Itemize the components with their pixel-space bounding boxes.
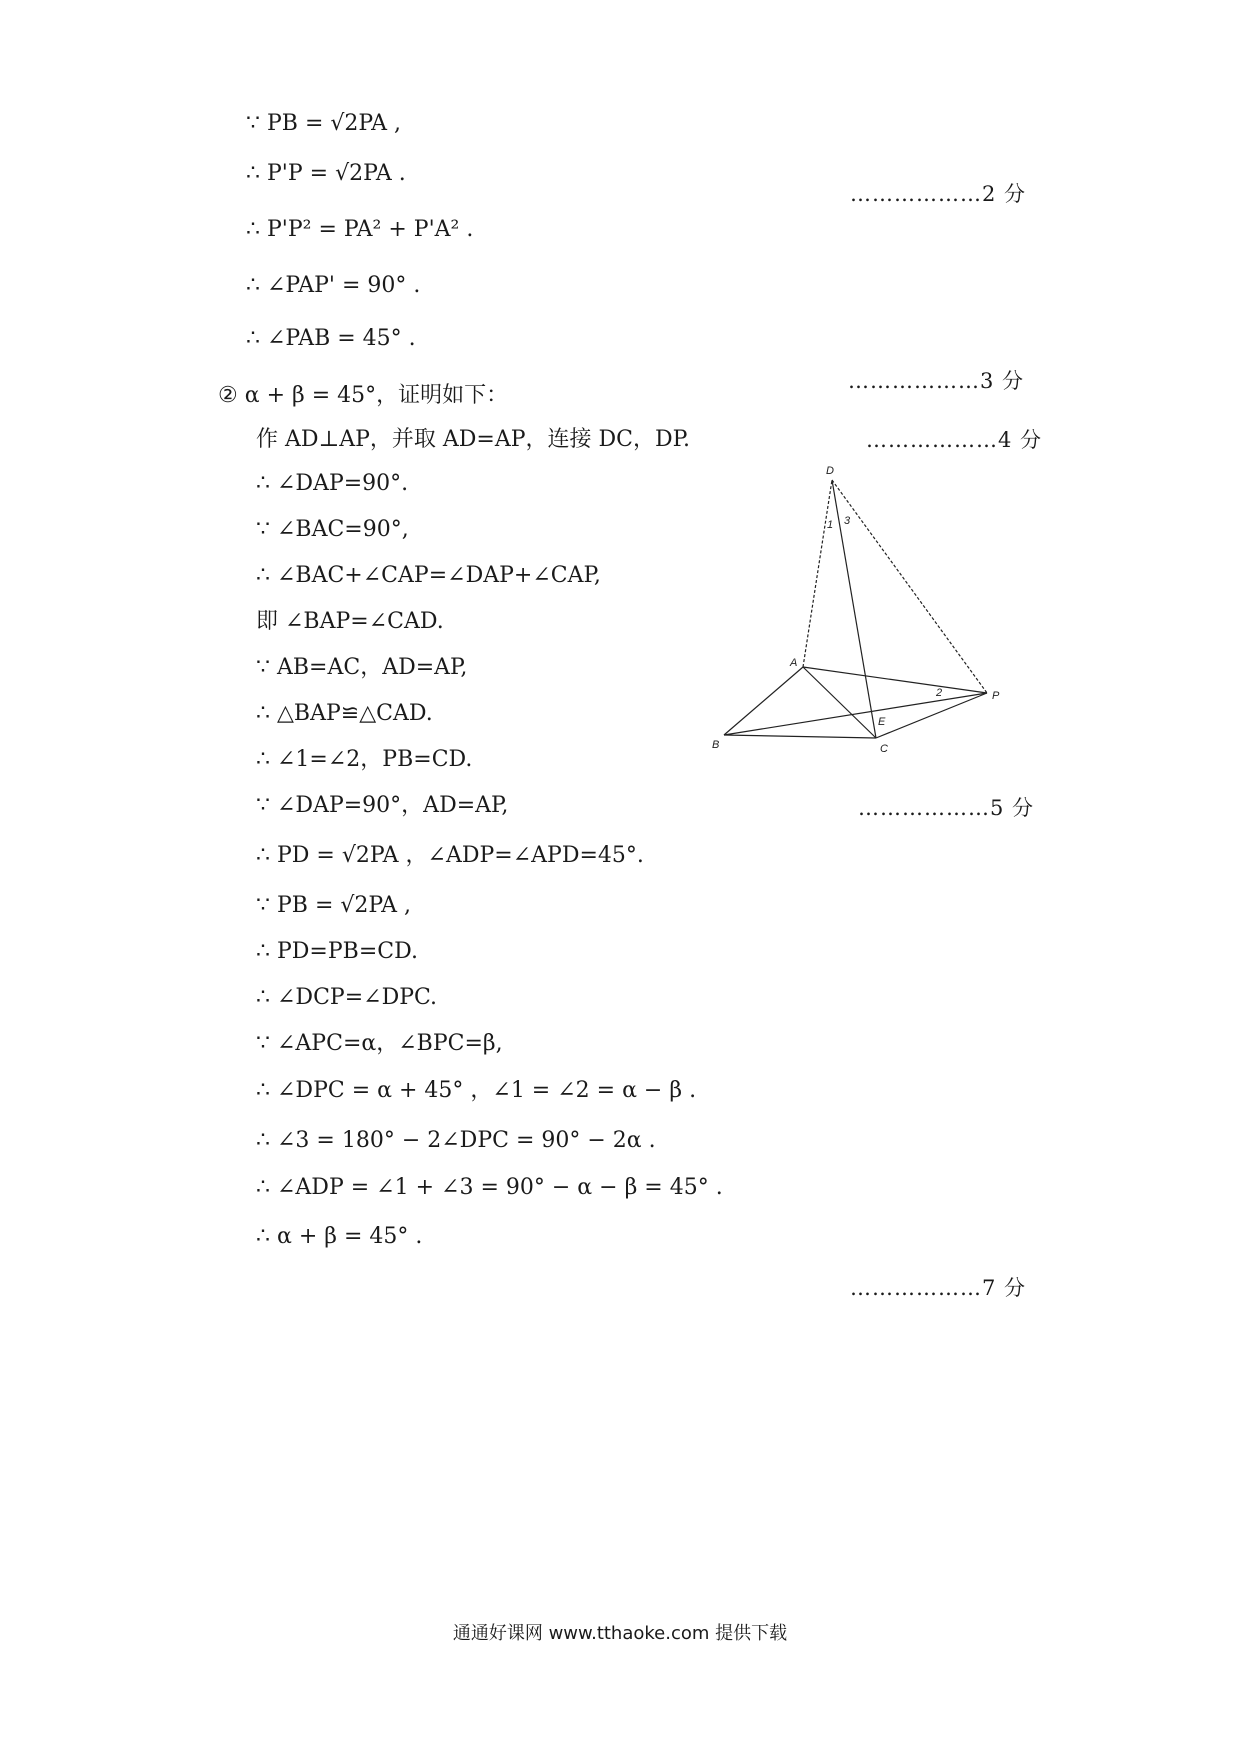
proof-line-23: ∴ ∠ADP = ∠1 + ∠3 = 90° − α − β = 45° . (256, 1175, 723, 1200)
proof-line-22: ∴ ∠3 = 180° − 2∠DPC = 90° − 2α . (256, 1128, 656, 1153)
angle-label-3: 3 (844, 515, 851, 527)
segment-DC (832, 480, 876, 738)
proof-line-1: ∵ PB = √2PA , (246, 111, 402, 136)
segment-BP (724, 693, 987, 735)
proof-line-16: ∴ PD = √2PA ，∠ADP=∠APD=45°. (256, 843, 644, 868)
proof-line-10: ∴ ∠BAC+∠CAP=∠DAP+∠CAP, (256, 563, 601, 588)
point-label-A: A (790, 657, 798, 669)
proof-line-15: ∵ ∠DAP=90°，AD=AP, (256, 793, 509, 818)
part-2-claim: ② α + β = 45°，证明如下： (218, 383, 509, 408)
proof-line-20: ∵ ∠APC=α，∠BPC=β, (256, 1031, 503, 1056)
proof-line-5: ∴ ∠PAB = 45° . (246, 326, 416, 351)
score-3: ………………3 分 (848, 369, 1025, 393)
segment-DP (832, 480, 987, 693)
score-5: ………………5 分 (858, 796, 1035, 820)
angle-label-2: 2 (936, 687, 943, 699)
proof-line-8: ∴ ∠DAP=90°. (256, 471, 409, 496)
geometry-figure (700, 460, 1020, 760)
proof-line-24: ∴ α + β = 45° . (256, 1224, 423, 1249)
score-4: ………………4 分 (866, 428, 1043, 452)
construction-line: 作 AD⊥AP，并取 AD=AP，连接 DC，DP. (256, 427, 690, 452)
segment-BC (724, 735, 876, 738)
angle-label-1: 1 (827, 519, 834, 531)
proof-line-9: ∵ ∠BAC=90°, (256, 517, 409, 542)
proof-line-17: ∵ PB = √2PA , (256, 893, 412, 918)
footer-text: 通通好课网 www.tthaoke.com 提供下载 (452, 1623, 788, 1644)
proof-line-12: ∵ AB=AC，AD=AP, (256, 655, 468, 680)
point-label-E: E (878, 716, 886, 728)
proof-line-21: ∴ ∠DPC = α + 45° ，∠1 = ∠2 = α − β . (256, 1078, 697, 1103)
proof-line-18: ∴ PD=PB=CD. (256, 939, 418, 964)
proof-line-4: ∴ ∠PAP' = 90° . (246, 273, 421, 298)
segment-AD (803, 480, 832, 667)
point-label-C: C (880, 743, 888, 755)
proof-line-13: ∴ △BAP≌△CAD. (256, 701, 433, 726)
segment-AC (803, 667, 876, 738)
point-label-B: B (712, 739, 720, 751)
proof-line-19: ∴ ∠DCP=∠DPC. (256, 985, 438, 1010)
proof-line-14: ∴ ∠1=∠2，PB=CD. (256, 747, 473, 772)
segment-CP (876, 693, 987, 738)
proof-line-2: ∴ P'P = √2PA . (246, 161, 406, 186)
score-2: ………………2 分 (850, 182, 1027, 206)
point-label-D: D (826, 465, 834, 477)
proof-line-11: 即 ∠BAP=∠CAD. (256, 609, 444, 634)
segment-AP (803, 667, 987, 693)
proof-line-3: ∴ P'P² = PA² + P'A² . (246, 217, 474, 242)
score-7: ………………7 分 (850, 1276, 1027, 1300)
point-label-P: P (992, 690, 1000, 702)
